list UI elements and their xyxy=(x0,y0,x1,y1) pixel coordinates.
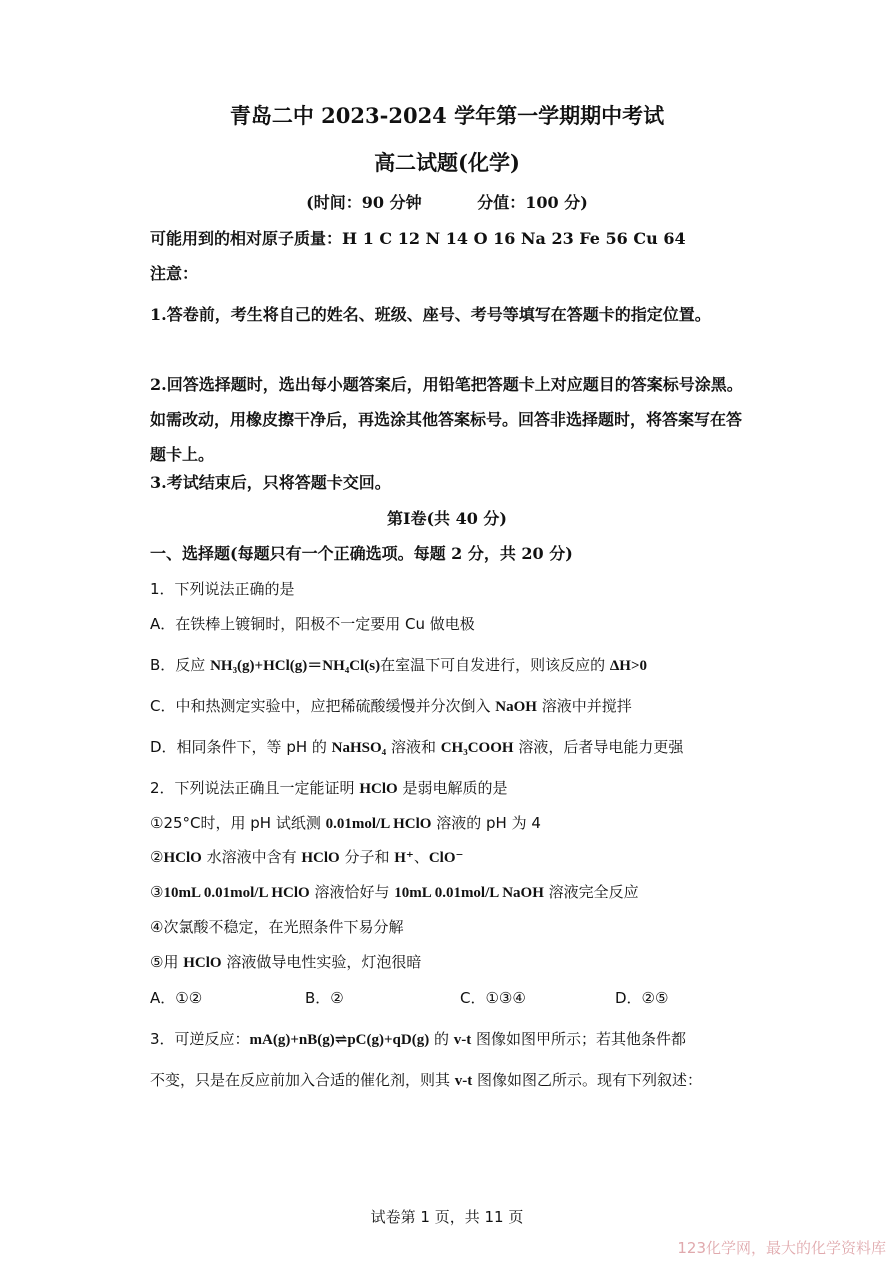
q2-s2-formula-4: ClO⁻ xyxy=(428,850,464,866)
q2-s2-formula-2: HClO xyxy=(301,850,340,866)
q2-statement-3 xyxy=(150,881,639,904)
q1-d-text: 溶液，后者导电能力更强 xyxy=(513,738,684,756)
q1-c-prefix: C．中和热测定实验中，应把稀硫酸缓慢并分次倒入 xyxy=(150,697,496,715)
q2-stem-text: 是弱电解质的是 xyxy=(397,779,508,797)
q1-b-enthalpy: ΔH>0 xyxy=(609,658,647,674)
q3-l2-prefix: 不变，只是在反应前加入合适的催化剂，则其 xyxy=(150,1071,455,1089)
q2-s2-mid-3: 、 xyxy=(413,848,429,866)
q1-option-a: A．在铁棒上镀铜时，阳极不一定要用 Cu 做电极 xyxy=(150,615,475,633)
q1-d-prefix: D．相同条件下，等 pH 的 xyxy=(150,738,332,756)
q2-statement-4: ④次氯酸不稳定，在光照条件下易分解 xyxy=(150,918,404,936)
section-heading: 一、选择题(每题只有一个正确选项。每题 2 分，共 20 分) xyxy=(150,544,573,563)
note-item-2: 2.回答选择题时，选出每小题答案后，用铅笔把答题卡上对应题目的答案标号涂黑。如需改动，用橡皮擦干净后，再选涂其他答案标号。回答非选择题时，将答案写在答题卡上。 xyxy=(150,375,743,464)
note-item-3: 3.考试结束后，只将答题卡交回。 xyxy=(150,473,391,492)
q2-s1-prefix: ①25°C时，用 pH 试纸测 xyxy=(150,814,326,832)
q3-line-1 xyxy=(150,1028,686,1051)
notes-heading: 注意： xyxy=(150,264,199,283)
q2-s5-prefix: ⑤用 xyxy=(150,953,184,971)
q3-l1-text: 图像如图甲所示；若其他条件都 xyxy=(471,1030,687,1048)
q2-choices xyxy=(150,987,668,1009)
q2-s3-prefix: ③ xyxy=(150,883,164,901)
q2-choice-b: B．② xyxy=(305,989,344,1007)
q2-s2-mid-2: 分子和 xyxy=(339,848,395,866)
q1-option-d xyxy=(150,736,683,759)
q2-s3-mid: 溶液恰好与 xyxy=(309,883,395,901)
q2-stem-formula: HClO xyxy=(359,781,398,797)
q2-statement-2 xyxy=(150,846,463,869)
q2-statement-1 xyxy=(150,812,541,835)
q3-l1-mid: 的 xyxy=(429,1030,454,1048)
exam-title: 青岛二中 2023-2024 学年第一学期期中考试 xyxy=(229,103,665,128)
q1-b-prefix: B．反应 xyxy=(150,656,211,674)
q1-c-formula: NaOH xyxy=(495,699,537,715)
q2-stem-prefix: 2．下列说法正确且一定能证明 xyxy=(150,779,360,797)
q2-statement-5 xyxy=(150,951,421,974)
atomic-masses: 可能用到的相对原子质量：H 1 C 12 N 14 O 16 Na 23 Fe 56 Cu 64 xyxy=(150,229,686,248)
q2-choice-a: A．①② xyxy=(150,989,203,1007)
q2-s2-mid-1: 水溶液中含有 xyxy=(201,848,302,866)
q3-l1-formula-2: v-t xyxy=(453,1032,472,1048)
q2-s3-formula-1: 10mL 0.01mol/L HClO xyxy=(163,885,310,901)
q1-d-formula-2: CH₃COOH xyxy=(440,740,514,756)
q2-s3-text: 溶液完全反应 xyxy=(543,883,639,901)
q1-c-text: 溶液中并搅拌 xyxy=(536,697,632,715)
q1-option-c xyxy=(150,695,632,718)
q2-s1-formula: 0.01mol/L HClO xyxy=(325,816,432,832)
note-item-1: 1.答卷前，考生将自己的姓名、班级、座号、考号等填写在答题卡的指定位置。 xyxy=(150,305,711,324)
section-title: 第Ⅰ卷(共 40 分) xyxy=(386,509,508,528)
q3-l2-text: 图像如图乙所示。现有下列叙述： xyxy=(472,1071,703,1089)
q2-s3-formula-2: 10mL 0.01mol/L NaOH xyxy=(394,885,544,901)
q2-s2-formula-3: H⁺ xyxy=(394,850,414,866)
q2-stem xyxy=(150,777,507,800)
q2-s5-formula: HClO xyxy=(183,955,222,971)
q2-s2-prefix: ② xyxy=(150,848,164,866)
q2-s5-text: 溶液做导电性实验，灯泡很暗 xyxy=(221,953,422,971)
q1-option-b xyxy=(150,654,647,677)
q1-d-formula-1: NaHSO₄ xyxy=(331,740,387,756)
q1-d-mid: 溶液和 xyxy=(386,738,441,756)
q1-b-text: 在室温下可自发进行，则该反应的 xyxy=(380,656,610,674)
exam-subtitle: 高二试题(化学) xyxy=(374,150,520,175)
q2-choice-d: D．②⑤ xyxy=(615,989,669,1007)
q3-line-2 xyxy=(150,1069,702,1092)
page-footer: 试卷第 1 页，共 11 页 xyxy=(370,1208,524,1226)
q3-l2-formula: v-t xyxy=(454,1073,473,1089)
q2-s1-text: 溶液的 pH 为 4 xyxy=(431,814,541,832)
q1-b-formula: NH₃(g)+HCl(g)＝NH₄Cl(s) xyxy=(210,658,381,674)
exam-meta: (时间：90 分钟 分值：100 分) xyxy=(306,193,588,212)
q3-l1-formula: mA(g)+nB(g)⇌pC(g)+qD(g) xyxy=(249,1032,430,1048)
q2-s2-formula-1: HClO xyxy=(163,850,202,866)
q1-stem: 1．下列说法正确的是 xyxy=(150,580,295,598)
q3-l1-prefix: 3．可逆反应： xyxy=(150,1030,250,1048)
q2-choice-c: C．①③④ xyxy=(460,989,526,1007)
watermark: 123化学网，最大的化学资料库 xyxy=(677,1239,886,1257)
